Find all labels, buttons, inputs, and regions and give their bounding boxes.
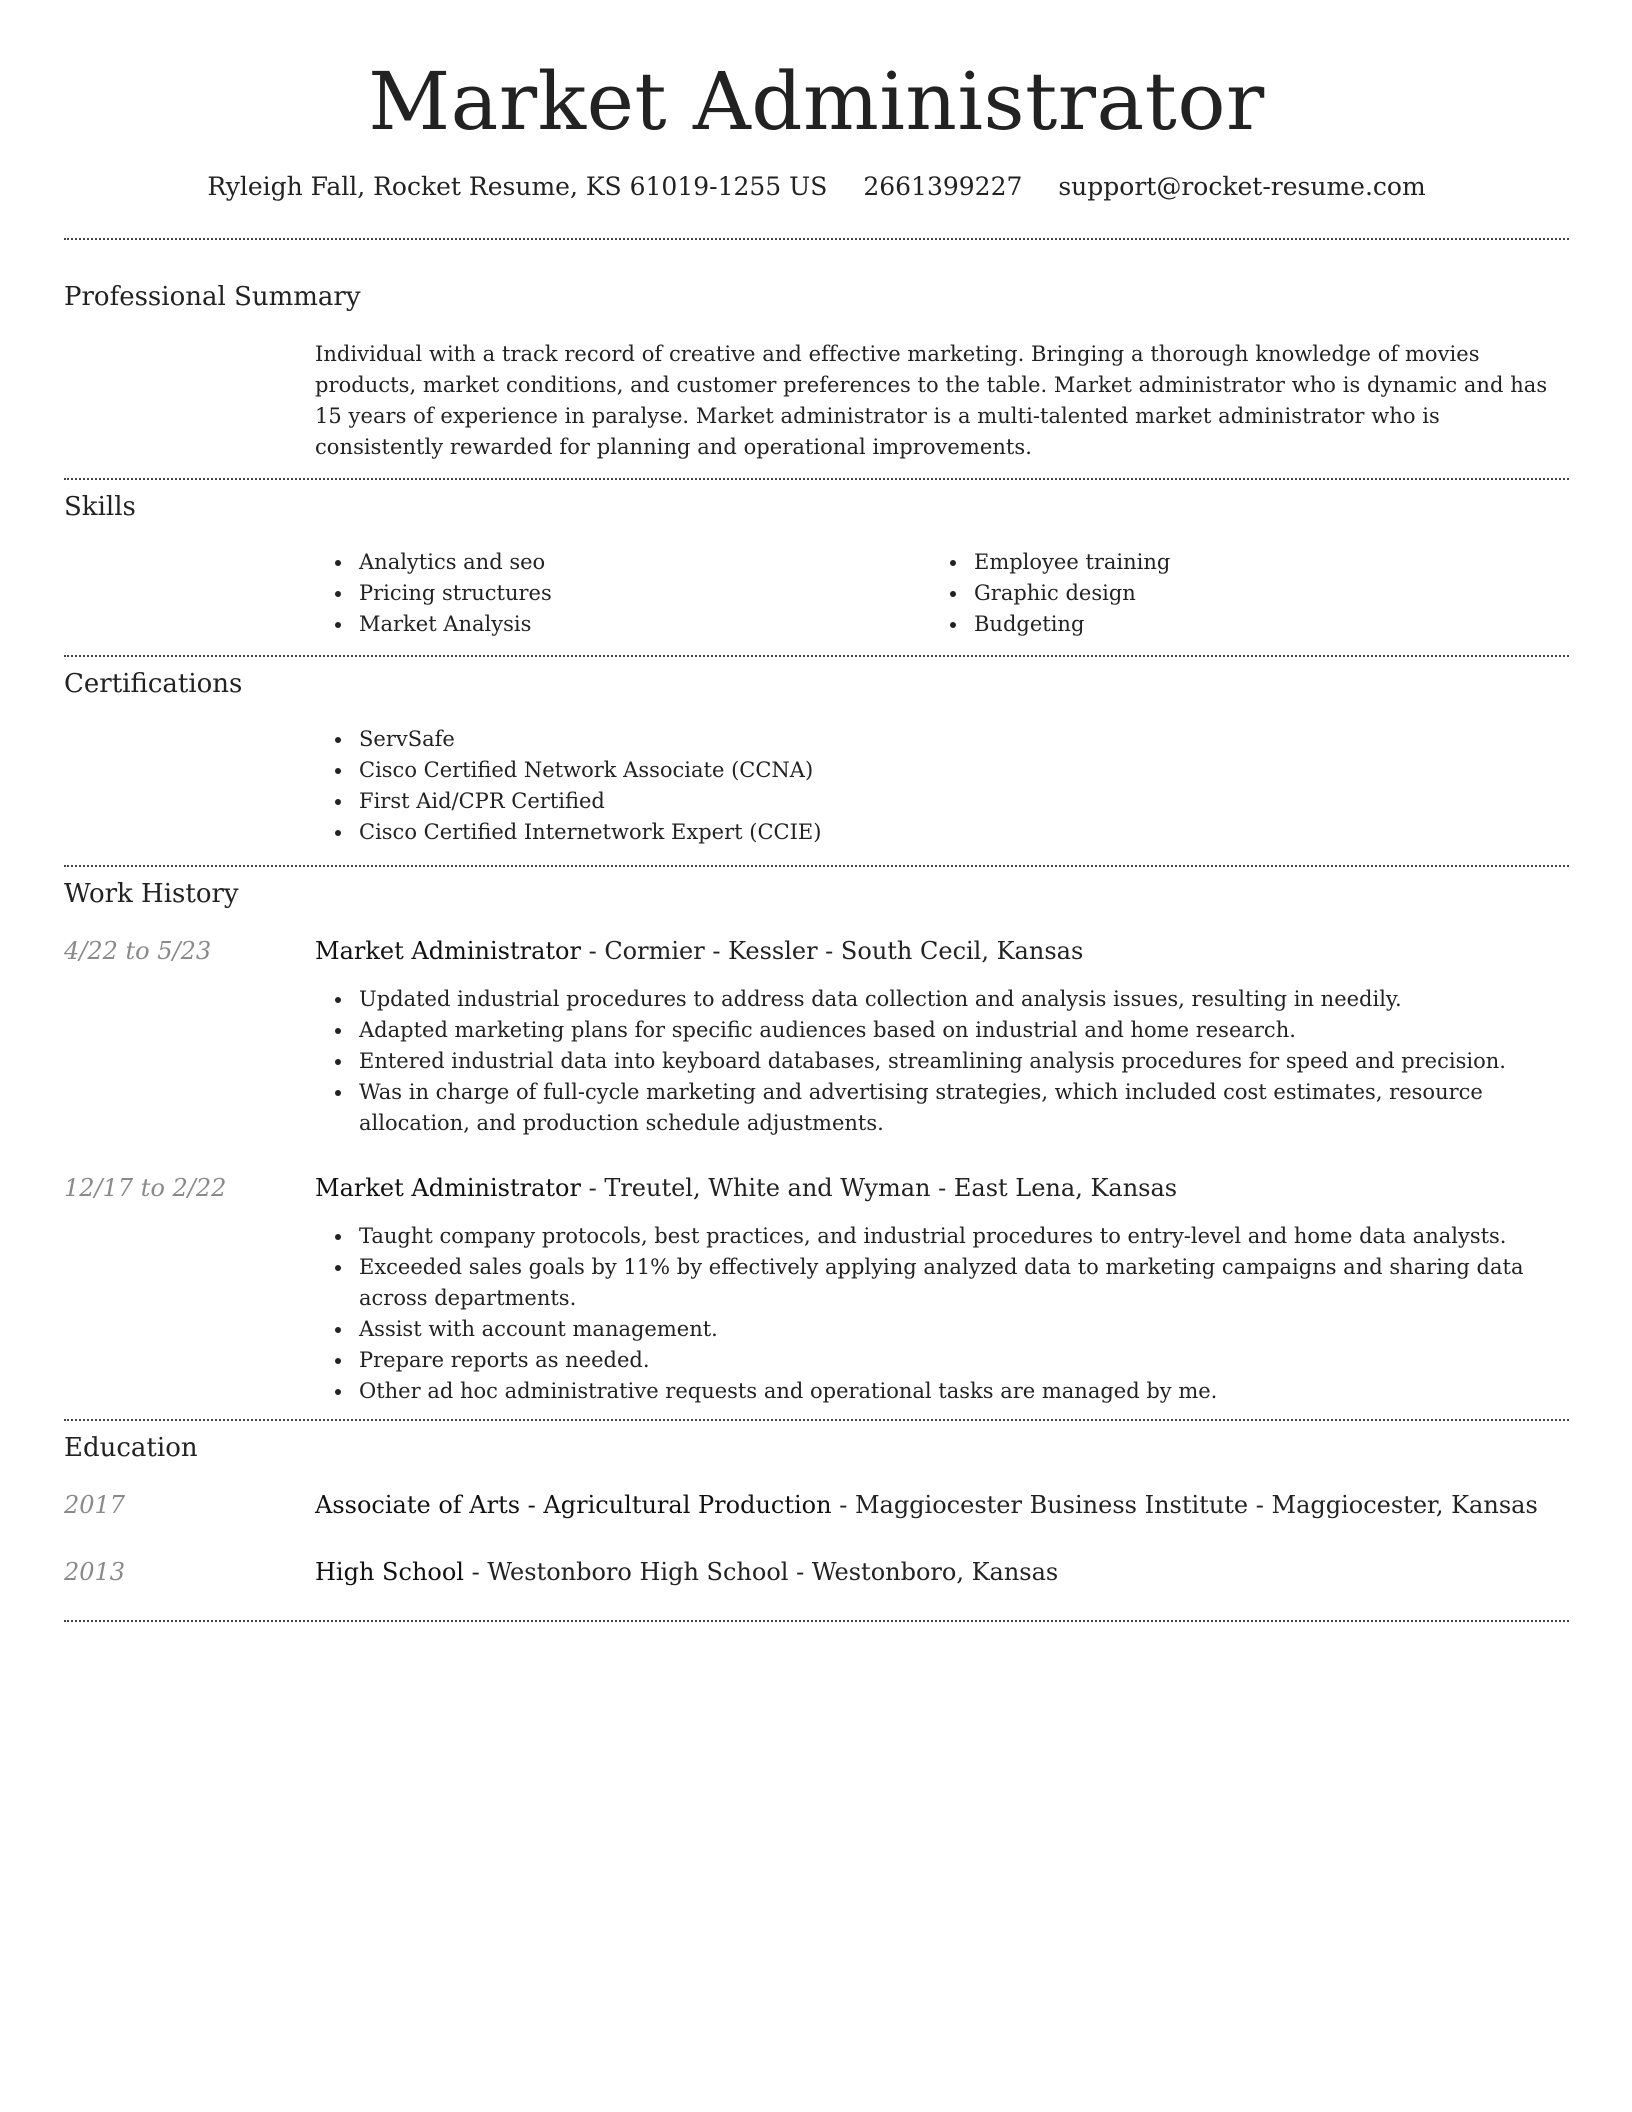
job-bullet: Exceeded sales goals by 11% by effectively applying analyzed data to marketing campaigns and sharing data across departments.	[359, 1252, 1569, 1314]
contact-address: Ryleigh Fall, Rocket Resume, KS 61019-1255 US	[207, 172, 828, 201]
skills-heading: Skills	[64, 492, 136, 522]
job-dates: 4/22 to 5/23	[64, 937, 212, 965]
skills-column-1	[315, 547, 930, 640]
job-bullet: Entered industrial data into keyboard databases, streamlining analysis procedures for speed and precision.	[359, 1046, 1569, 1077]
summary-body	[315, 339, 1569, 463]
job-bullet: Was in charge of full-cycle marketing and advertising strategies, which included cost estimates, resource allocation, and production schedule adjustments.	[359, 1077, 1569, 1139]
section-divider	[64, 655, 1569, 657]
skill-item: Pricing structures	[359, 578, 930, 609]
education-year: 2017	[64, 1491, 126, 1519]
section-divider	[64, 238, 1569, 240]
certifications-list	[315, 724, 1569, 848]
education-degree: Associate of Arts - Agricultural Production	[315, 1491, 832, 1519]
job-details: - Treutel, White and Wyman - East Lena, Kansas	[580, 1174, 1178, 1202]
work-history-heading: Work History	[64, 879, 239, 909]
job-title: Market Administrator	[315, 937, 581, 965]
job-heading	[315, 934, 1569, 968]
contact-line	[64, 170, 1569, 204]
education-year: 2013	[64, 1558, 126, 1586]
contact-phone: 2661399227	[863, 172, 1023, 201]
skill-item: Budgeting	[974, 609, 1545, 640]
job-details: - Cormier - Kessler - South Cecil, Kansas	[580, 937, 1084, 965]
job-bullet: Other ad hoc administrative requests and operational tasks are managed by me.	[359, 1376, 1569, 1407]
section-divider	[64, 1620, 1569, 1622]
education-details: - Westonboro High School - Westonboro, Kansas	[463, 1558, 1059, 1586]
job-bullet: Updated industrial procedures to address data collection and analysis issues, resulting in needily.	[359, 984, 1569, 1015]
contact-email[interactable]: support@rocket-resume.com	[1058, 172, 1426, 201]
section-divider	[64, 865, 1569, 867]
job-bullet: Prepare reports as needed.	[359, 1345, 1569, 1376]
education-heading: Education	[64, 1433, 198, 1463]
skill-item: Employee training	[974, 547, 1545, 578]
skills-list	[315, 547, 1569, 640]
skill-item: Market Analysis	[359, 609, 930, 640]
education-entry	[315, 1488, 1569, 1522]
job-heading	[315, 1171, 1569, 1205]
job-bullet: Assist with account management.	[359, 1314, 1569, 1345]
education-entry	[315, 1555, 1569, 1589]
section-divider	[64, 1419, 1569, 1421]
education-details: - Maggiocester Business Institute - Maggiocester, Kansas	[831, 1491, 1538, 1519]
job-bullets	[315, 1221, 1569, 1407]
summary-text: Individual with a track record of creative and effective marketing. Bringing a thorough knowledge of movies products, market conditions, and customer preferences to the table. Market administrator who is dynamic and has 15 years of experience in paralyse. Market administrator is a multi-talented market administrator who is consistently rewarded for planning and operational improvements.	[315, 342, 1548, 459]
certifications-heading: Certifications	[64, 669, 243, 699]
certification-item: First Aid/CPR Certified	[359, 786, 1569, 817]
certification-item: ServSafe	[359, 724, 1569, 755]
education-degree: High School	[315, 1558, 464, 1586]
summary-heading: Professional Summary	[64, 282, 361, 312]
job-bullet: Adapted marketing plans for specific audiences based on industrial and home research.	[359, 1015, 1569, 1046]
job-bullets	[315, 984, 1569, 1139]
section-divider	[64, 478, 1569, 480]
skill-item: Analytics and seo	[359, 547, 930, 578]
skill-item: Graphic design	[974, 578, 1545, 609]
job-dates: 12/17 to 2/22	[64, 1174, 227, 1202]
resume-name-title: Market Administrator	[368, 55, 1265, 148]
certification-item: Cisco Certified Internetwork Expert (CCIE)	[359, 817, 1569, 848]
job-bullet: Taught company protocols, best practices, and industrial procedures to entry-level and home data analysts.	[359, 1221, 1569, 1252]
skills-column-2	[930, 547, 1545, 640]
certification-item: Cisco Certified Network Associate (CCNA)	[359, 755, 1569, 786]
job-title: Market Administrator	[315, 1174, 581, 1202]
